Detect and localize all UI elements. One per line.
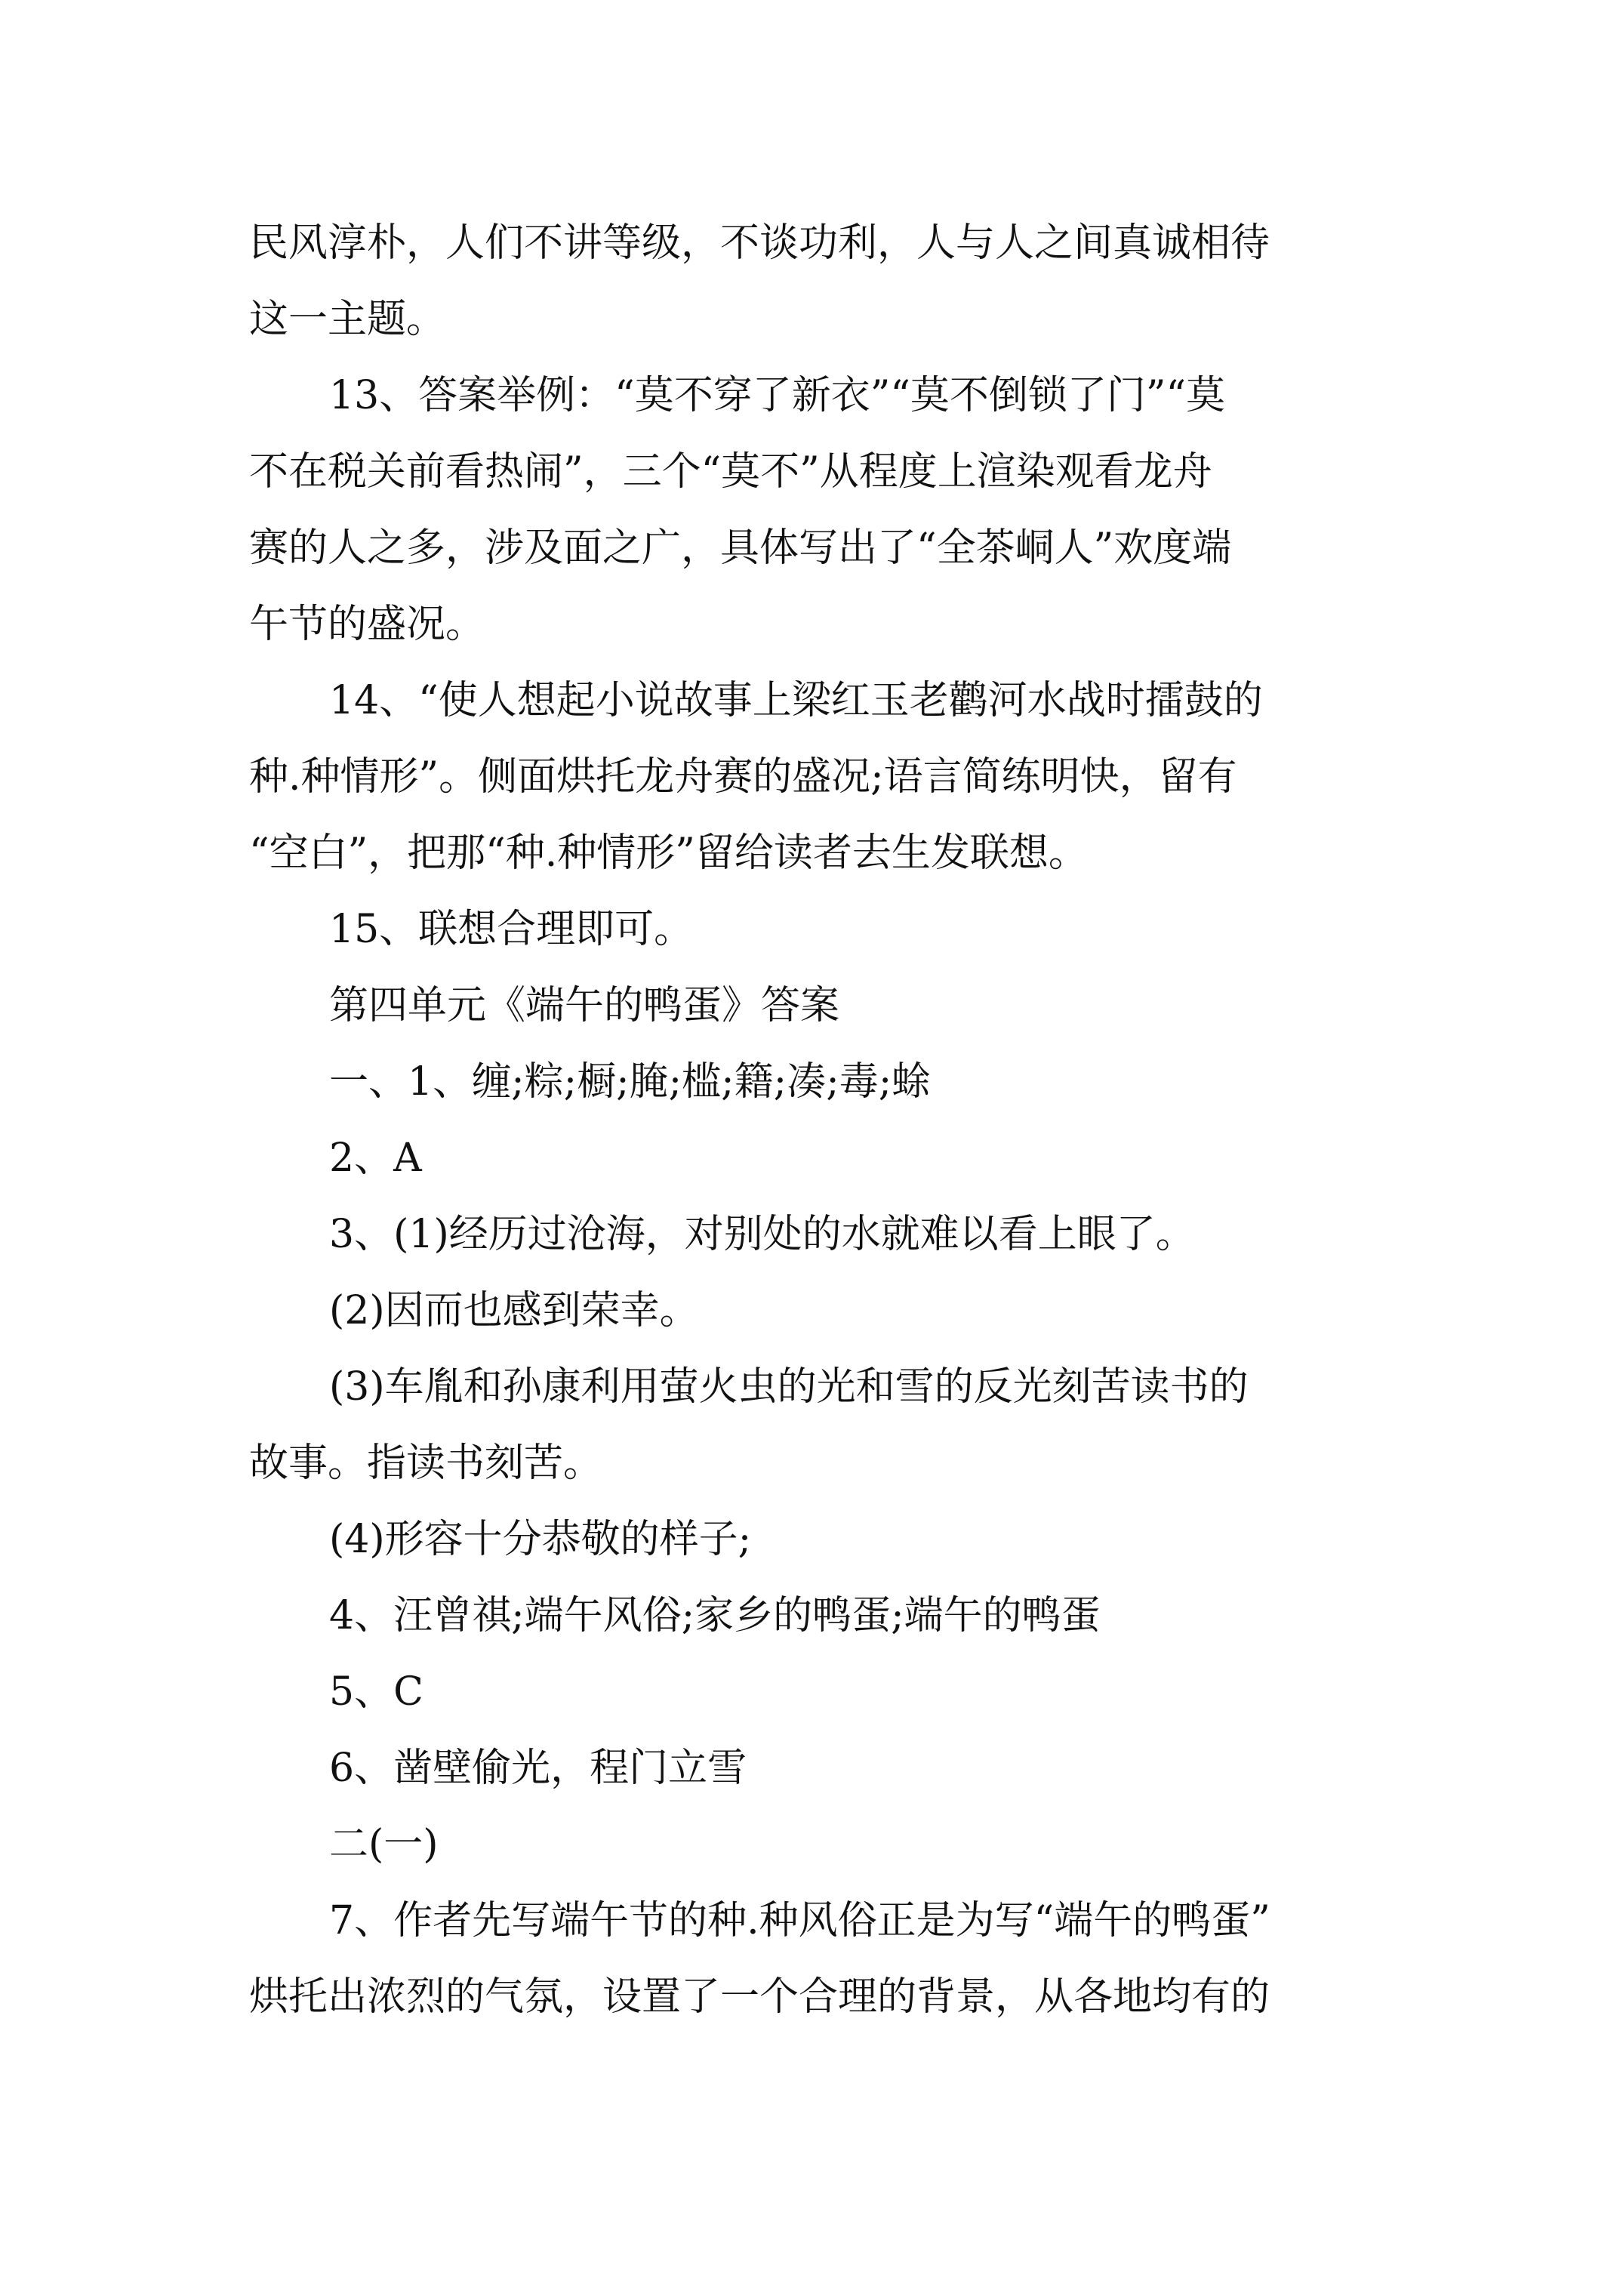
- text-line: (4)形容十分恭敬的样子;: [329, 1517, 752, 1562]
- text-line: 15、联想合理即可。: [329, 907, 694, 952]
- text-line: (2)因而也感到荣幸。: [329, 1288, 699, 1333]
- text-line: 7、作者先写端午节的种.种风俗正是为写“端午的鸭蛋”: [329, 1898, 1270, 1943]
- section-heading: 第四单元《端午的鸭蛋》答案: [329, 983, 840, 1028]
- text-line: 二(一): [329, 1822, 439, 1867]
- text-line: 3、(1)经历过沧海，对别处的水就难以看上眼了。: [329, 1212, 1195, 1257]
- document-body: [249, 205, 1397, 2036]
- text-line: 烘托出浓烈的气氛，设置了一个合理的背景，从各地均有的: [249, 1974, 1270, 2020]
- text-line: 民风淳朴，人们不讲等级，不谈功利，人与人之间真诚相待: [249, 220, 1270, 266]
- text-line: 5、C: [329, 1669, 423, 1715]
- text-line: 14、“使人想起小说故事上梁红玉老鹳河水战时擂鼓的: [329, 678, 1263, 723]
- text-line: 一、1、缠;粽;橱;腌;槛;籍;凑;毒;蜍: [329, 1059, 932, 1105]
- text-line: 种.种情形”。侧面烘托龙舟赛的盛况;语言简练明快，留有: [249, 754, 1237, 800]
- text-line: 午节的盛况。: [249, 602, 485, 647]
- text-line: 6、凿壁偷光，程门立雪: [329, 1746, 747, 1791]
- text-line: 13、答案举例：“莫不穿了新衣”“莫不倒锁了门”“莫: [329, 373, 1226, 418]
- text-line: 不在税关前看热闹”，三个“莫不”从程度上渲染观看龙舟: [249, 449, 1212, 495]
- text-line: “空白”，把那“种.种情形”留给读者去生发联想。: [249, 831, 1088, 876]
- text-line: (3)车胤和孙康利用萤火虫的光和雪的反光刻苦读书的: [329, 1364, 1249, 1410]
- text-line: 2、A: [329, 1136, 422, 1181]
- text-line: 这一主题。: [249, 297, 446, 342]
- text-line: 赛的人之多，涉及面之广，具体写出了“全茶峒人”欢度端: [249, 525, 1232, 571]
- text-line: 4、汪曾祺;端午风俗;家乡的鸭蛋;端午的鸭蛋: [329, 1593, 1101, 1638]
- text-line: 故事。指读书刻苦。: [249, 1441, 603, 1486]
